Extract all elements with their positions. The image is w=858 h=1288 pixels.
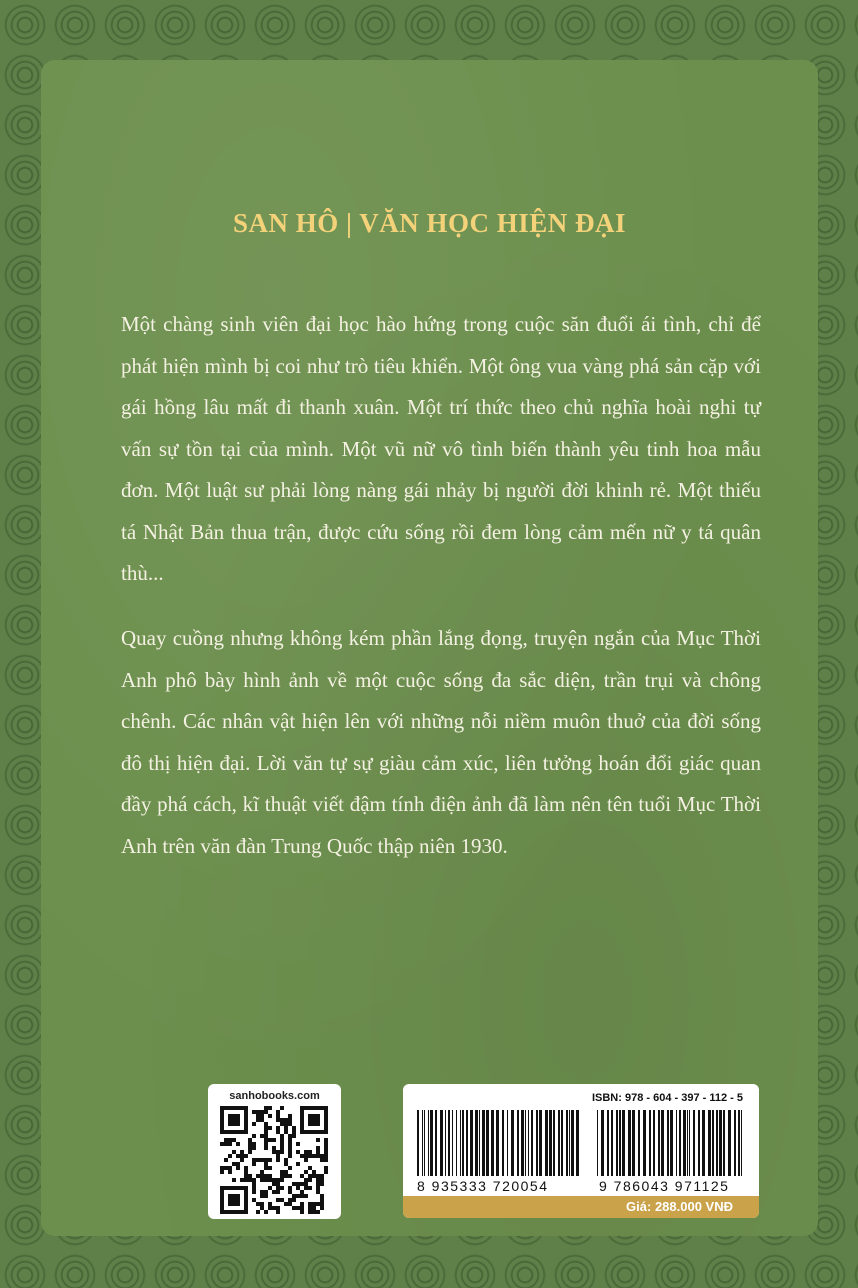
synopsis-paragraph-1: Một chàng sinh viên đại học hào hứng trong cuộc săn đuổi ái tình, chỉ để phát hiện mình bị coi như trò tiêu khiển. Một ông vua vàng phá sản cặp với gái hồng lâu mất đi thanh xuân. Một trí thức theo chủ nghĩa hoài nghi tự vấn sự tồn tại của mình. Một vũ nữ vô tình biến thành yêu tinh hoa mẫu đơn. Một luật sư phải lòng nàng gái nhảy bị người đời khinh rẻ. Một thiếu tá Nhật Bản thua trận, được cứu sống rồi đem lòng cảm mến nữ y tá quân thù... (121, 312, 761, 585)
barcode-number-2: 9 786043 971125 (599, 1178, 730, 1194)
qr-code-icon (220, 1106, 328, 1214)
price-bar (403, 1196, 759, 1218)
barcode-icon (415, 1110, 581, 1176)
isbn-label: ISBN: 978 - 604 - 397 - 112 - 5 (591, 1092, 743, 1104)
publisher-website: sanhobooks.com (229, 1090, 320, 1102)
price-label: Giá: 288.000 VNĐ (626, 1199, 733, 1214)
synopsis-paragraph-2: Quay cuồng nhưng không kém phần lắng đọng, truyện ngắn của Mục Thời Anh phô bày hình ảnh về một cuộc sống đa sắc diện, trần trụi và chông chênh. Các nhân vật hiện lên với những nỗi niềm muôn thuở của đời sống đô thị hiện đại. Lời văn tự sự giàu cảm xúc, liên tưởng hoán đổi giác quan đầy phá cách, kĩ thuật viết đậm tính điện ảnh đã làm nên tên tuổi Mục Thời Anh trên văn đàn Trung Quốc thập niên 1930. (121, 626, 761, 858)
qr-card (208, 1084, 341, 1219)
series-heading: SAN HÔ | VĂN HỌC HIỆN ĐẠI (233, 208, 626, 238)
isbn-barcode-icon (595, 1110, 745, 1176)
barcode-number-1: 8 935333 720054 (417, 1178, 549, 1194)
barcode-card (403, 1084, 759, 1218)
back-cover-panel (41, 60, 818, 1236)
